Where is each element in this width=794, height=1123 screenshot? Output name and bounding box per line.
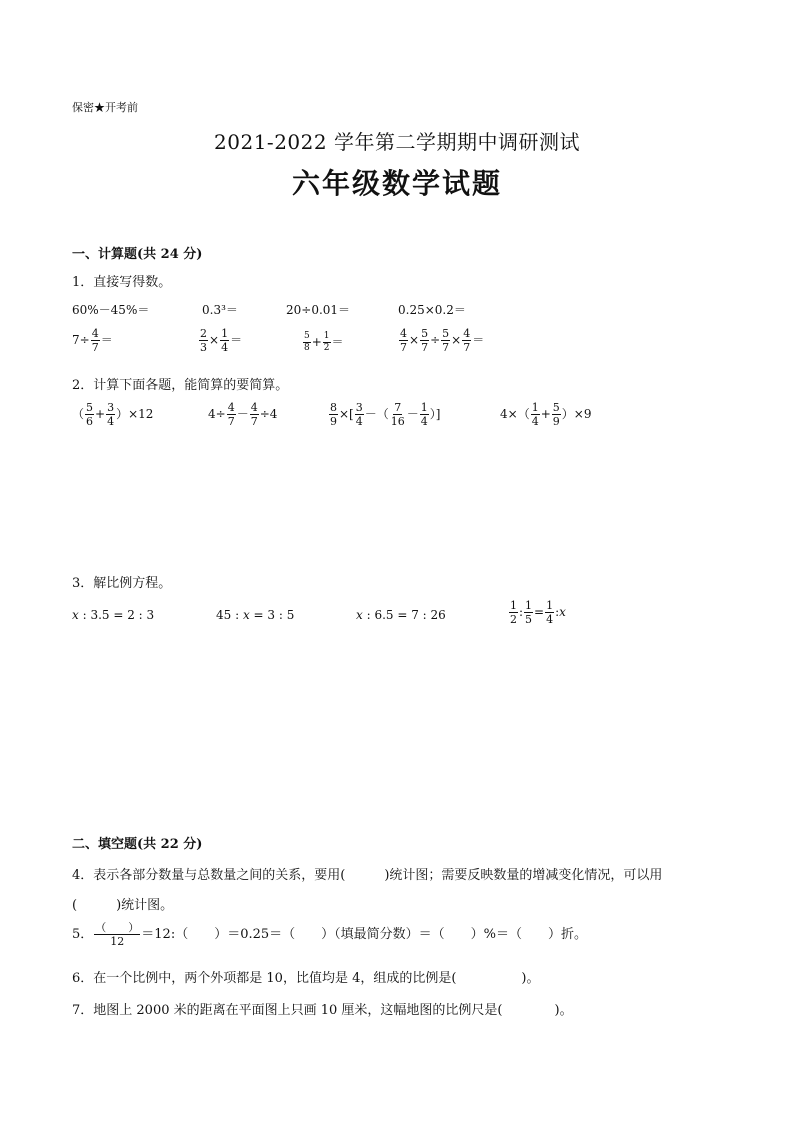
q2-item-d: 4×（ $\frac{1}{4}$ + $\frac{5}{9}$ ）×9 (500, 401, 592, 428)
confidential-label: 保密★开考前 (72, 101, 138, 114)
q3-item-b: 45 : x = 3 : 5 (216, 608, 295, 622)
q1-item-5: 7÷ $\frac{4}{7}$ ＝ (72, 327, 113, 354)
q3-item-a: x : 3.5 = 2 : 3 (72, 608, 155, 622)
exam-subtitle: 六年级数学试题 (291, 167, 502, 200)
q1-item-6: $\frac{2}{3}$ × $\frac{1}{4}$ ＝ (200, 327, 243, 354)
q1-item-8: $\frac{4}{7}$ × $\frac{5}{7}$ ÷ $\frac{5}{7}$ × $\frac{4}{7}$ ＝ (400, 327, 485, 354)
q2-item-a: （ $\frac{5}{6}$ + $\frac{3}{4}$ ）×12 (72, 401, 154, 428)
exam-title: 2021-2022 学年第二学期期中调研测试 (214, 130, 580, 154)
section-1-heading: 一、计算题(共 24 分) (72, 247, 203, 262)
section-2-heading: 二、填空题(共 22 分) (72, 837, 203, 852)
q3-item-c: x : 6.5 = 7 : 26 (356, 608, 446, 622)
q2-item-b: 4÷ $\frac{4}{7}$ － $\frac{4}{7}$ ÷4 (208, 401, 278, 428)
question-1-prompt: 1．直接写得数。 (72, 275, 172, 290)
q1-item-1: 60%－45%＝ (72, 303, 150, 317)
question-3-prompt: 3．解比例方程。 (72, 576, 172, 591)
q1-item-7: $\frac{5}{8}$ + $\frac{1}{2}$ ＝ (304, 331, 344, 353)
question-6: 6．在一个比例中，两个外项都是 10，比值均是 4，组成的比例是( )。 (72, 971, 540, 986)
q1-item-4: 0.25×0.2＝ (398, 303, 466, 317)
q1-item-2: 0.3³＝ (202, 303, 238, 317)
q2-item-c: $\frac{8}{9}$ ×[ $\frac{3}{4}$ －（ $\frac{7}{16}$ － $\frac{1}{4}$ ）] (330, 401, 441, 428)
question-5: 5． （ ） 12 ＝12:（ ）＝0.25＝（ ）（填最简分数）＝（ ）%＝（ ）折。 (72, 921, 588, 948)
question-4-line-1: 4．表示各部分数量与总数量之间的关系，要用( )统计图；需要反映数量的增减变化情况，可以用 (72, 868, 663, 883)
q1-item-3: 20÷0.01＝ (286, 303, 351, 317)
question-4-line-2: ( )统计图。 (72, 898, 174, 913)
question-7: 7．地图上 2000 米的距离在平面图上只画 10 厘米，这幅地图的比例尺是( )。 (72, 1003, 573, 1018)
question-2-prompt: 2．计算下面各题，能简算的要简算。 (72, 378, 289, 393)
q3-item-d: $\frac{1}{2}$ : $\frac{1}{5}$ = $\frac{1}{4}$ :x (510, 599, 566, 626)
